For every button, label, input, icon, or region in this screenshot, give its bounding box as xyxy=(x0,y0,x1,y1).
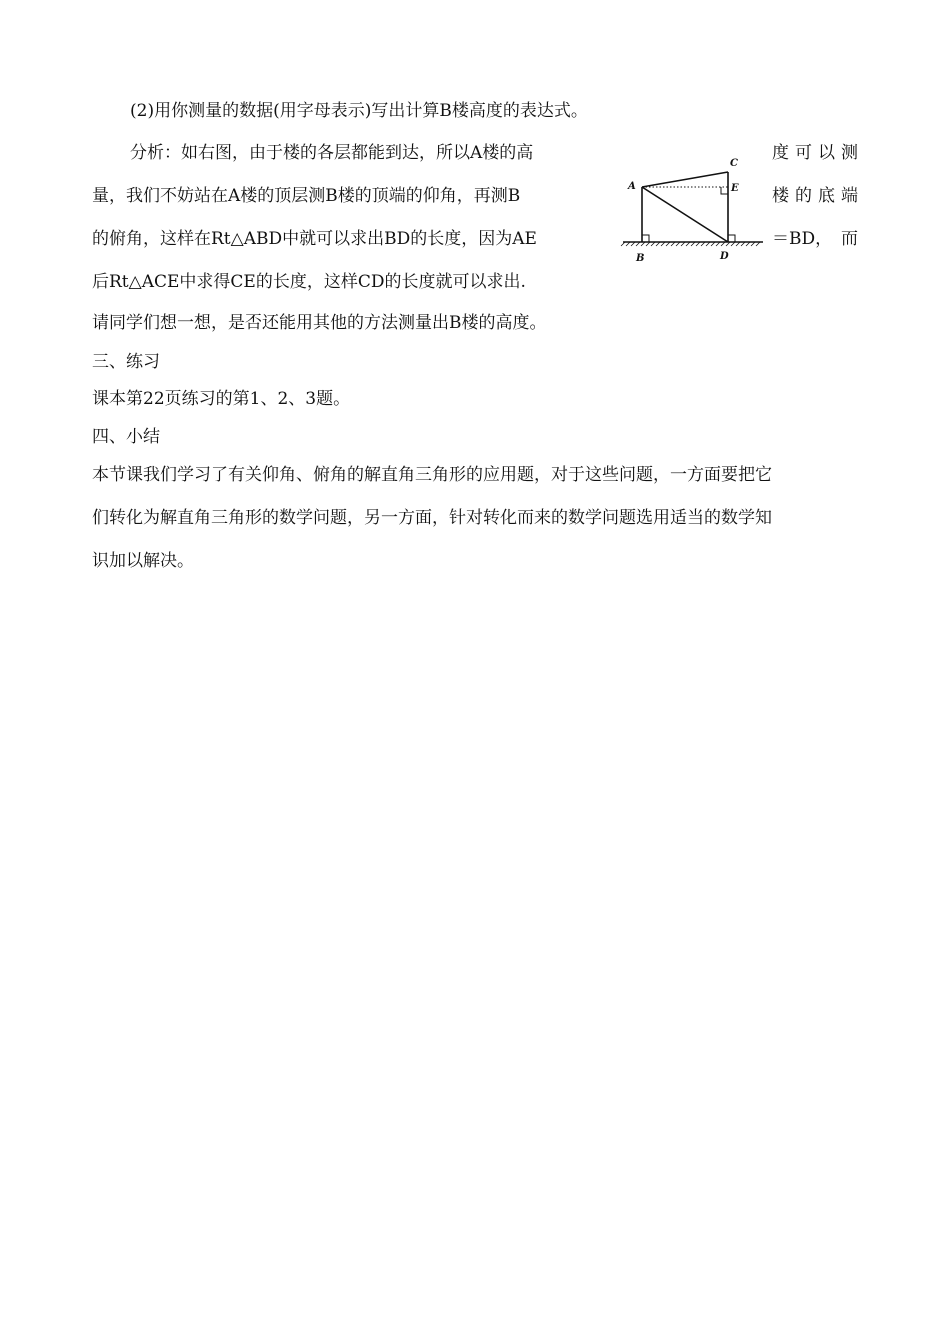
building-diagram-svg xyxy=(615,150,765,268)
text-fragment: 测 xyxy=(841,143,858,163)
sight-line-ac xyxy=(642,172,728,187)
label-e: E xyxy=(731,183,739,194)
analysis-line-1-right xyxy=(772,141,858,165)
text-fragment: 可 xyxy=(795,143,812,163)
analysis-line-2-right xyxy=(772,184,858,208)
summary-line-1: 本节课我们学习了有关仰角、俯角的解直角三角形的应用题，对于这些问题，一方面要把它 xyxy=(92,465,772,485)
analysis-line-3-right xyxy=(772,227,858,251)
label-c: C xyxy=(730,158,738,169)
analysis-line-1: 分析：如右图，由于楼的各层都能到达，所以A楼的高 xyxy=(130,143,534,163)
text-fragment: 的 xyxy=(795,186,812,206)
analysis-line-4: 后Rt△ACE中求得CE的长度，这样CD的长度就可以求出. xyxy=(92,272,526,292)
label-d: D xyxy=(720,251,729,262)
text-fragment: 端 xyxy=(841,186,858,206)
summary-line-3: 识加以解决。 xyxy=(92,551,194,571)
sight-line-ad xyxy=(642,187,728,242)
right-angle-d xyxy=(728,235,735,242)
text-fragment: 底 xyxy=(818,186,835,206)
label-b: B xyxy=(636,253,645,264)
text-fragment: 而 xyxy=(841,229,858,249)
right-angle-b xyxy=(642,235,649,242)
text-fragment: 楼 xyxy=(772,186,789,206)
building-diagram xyxy=(615,150,765,268)
text-fragment: 度 xyxy=(772,143,789,163)
label-a: A xyxy=(628,181,636,192)
text-fragment: 以 xyxy=(818,143,835,163)
question-2: (2)用你测量的数据(用字母表示)写出计算B楼高度的表达式。 xyxy=(130,101,588,121)
section-4-heading: 四、小结 xyxy=(92,427,160,447)
summary-line-2: 们转化为解直角三角形的数学问题，另一方面，针对转化而来的数学问题选用适当的数学知 xyxy=(92,508,772,528)
section-3-heading: 三、练习 xyxy=(92,352,160,372)
think-prompt: 请同学们想一想，是否还能用其他的方法测量出B楼的高度。 xyxy=(92,313,547,333)
analysis-line-2: 量，我们不妨站在A楼的顶层测B楼的顶端的仰角，再测B xyxy=(92,186,521,206)
text-fragment: ＝BD， xyxy=(772,229,833,249)
right-angle-e xyxy=(721,187,728,194)
exercise-line: 课本第22页练习的第1、2、3题。 xyxy=(92,389,351,409)
analysis-line-3: 的俯角，这样在Rt△ABD中就可以求出BD的长度，因为AE xyxy=(92,229,537,249)
